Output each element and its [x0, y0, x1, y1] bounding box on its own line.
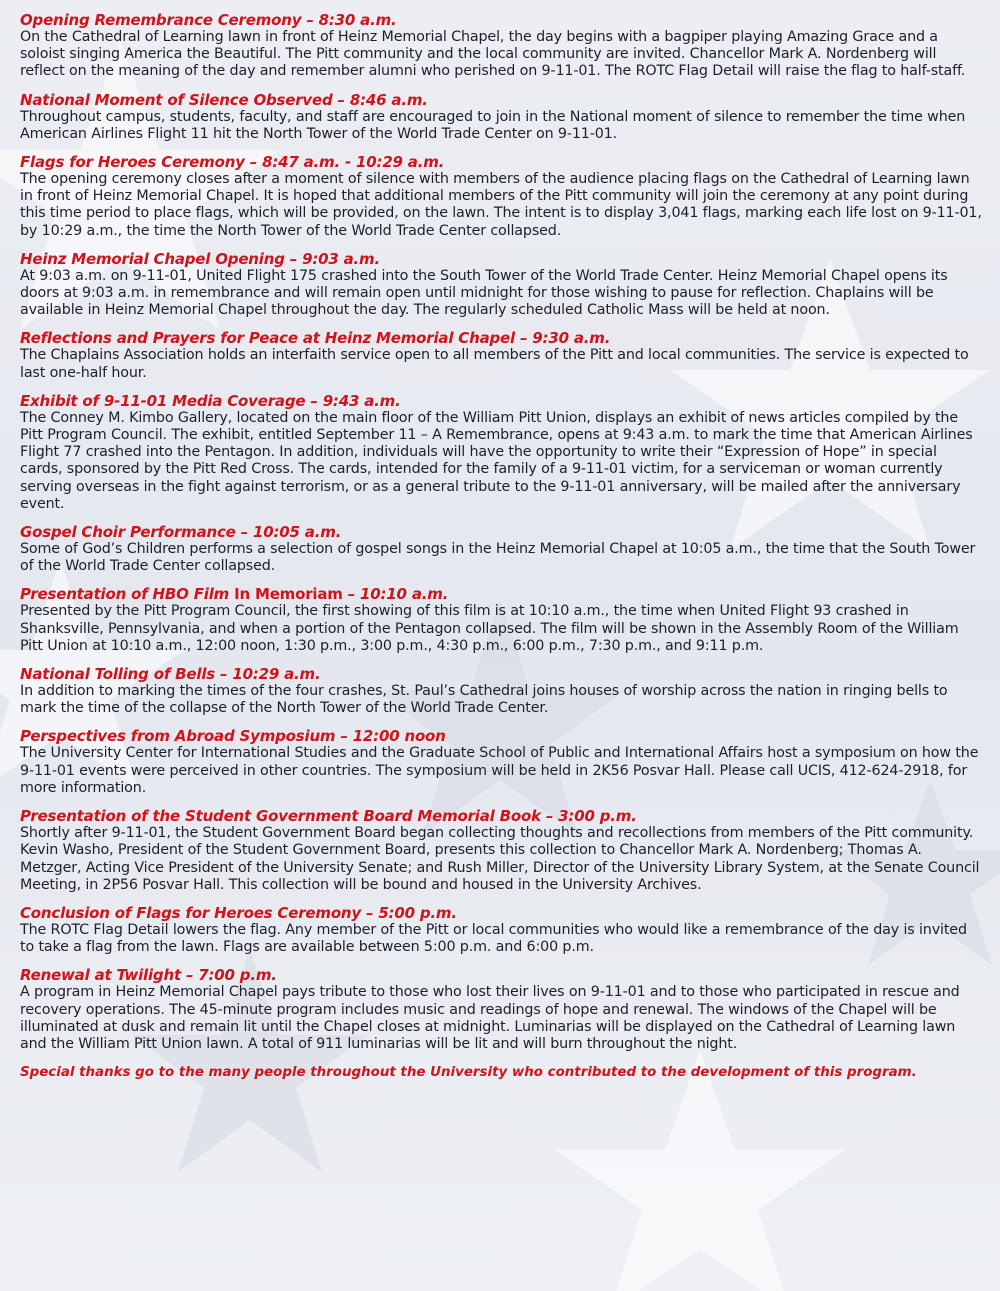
- event-memorial-book: [20, 808, 982, 894]
- event-description: Throughout campus, students, faculty, and staff are encouraged to join in the National moment of silence to remember the time when American Airlines Flight 11 hit the North Tower of the World Trade Center on 9-11-01.: [20, 108, 966, 142]
- event-description: A program in Heinz Memorial Chapel pays tribute to those who lost their lives on 9-11-01 and to those who participated in rescue and recovery operations. The 45-minute program includes music and readings of hope and renewal. The windows of the Chapel will be illuminated at dusk and remain lit until the Chapel closes at midnight. Luminarias will be displayed on the Cathedral of Learning lawn and the William Pitt Union lawn. A total of 911 luminarias will be lit and will burn throughout the night.: [20, 984, 960, 1052]
- event-flags-for-heroes: [20, 154, 982, 240]
- event-description: On the Cathedral of Learning lawn in front of Heinz Memorial Chapel, the day begins with a bagpiper playing Amazing Grace and a soloist singing America the Beautiful. The Pitt community and the local community are invited. Chancellor Mark A. Nordenberg will reflect on the meaning of the day and remember alumni who perished on 9-11-01. The ROTC Flag Detail will raise the flag to half-staff.: [20, 29, 966, 80]
- event-description: The opening ceremony closes after a moment of silence with members of the audience placing flags on the Cathedral of Learning lawn in front of Heinz Memorial Chapel. It is hoped that additional members of the Pitt community will join the ceremony at any point during this time period to place flags, which will be provided, on the lawn. The intent is to display 3,041 flags, marking each life lost on 9-11-01, by 10:29 a.m., the time the North Tower of the World Trade Center collapsed.: [20, 171, 982, 239]
- event-abroad-symposium: [20, 728, 982, 797]
- event-program: [20, 12, 982, 1081]
- event-media-exhibit: [20, 393, 982, 513]
- event-opening-ceremony: [20, 12, 982, 81]
- event-renewal-at-twilight: [20, 967, 982, 1053]
- event-reflections-and-prayers: [20, 330, 982, 381]
- special-thanks-note: Special thanks go to the many people throughout the University who contributed to the development of this program.: [20, 1065, 917, 1081]
- event-title-part: Presentation of HBO Film: [20, 585, 235, 604]
- event-moment-of-silence: [20, 92, 982, 143]
- event-title: Heinz Memorial Chapel Opening – 9:03 a.m.: [20, 249, 380, 268]
- event-title: Exhibit of 9-11-01 Media Coverage – 9:43 a.m.: [20, 391, 401, 410]
- event-description: Presented by the Pitt Program Council, the first showing of this film is at 10:10 a.m., the time when United Flight 93 crashed in Shanksville, Pennsylvania, and when a portion of the Pentagon collapsed. The film will be shown in the Assembly Room of the William Pitt Union at 10:10 a.m., 12:00 noon, 1:30 p.m., 3:00 p.m., 4:30 p.m., 6:00 p.m., 7:30 p.m., and 9:11 p.m.: [20, 603, 959, 654]
- event-description: In addition to marking the times of the four crashes, St. Paul’s Cathedral joins houses of worship across the nation in ringing bells to mark the time of the collapse of the North Tower of the World Trade Center.: [20, 683, 948, 717]
- event-title: Perspectives from Abroad Symposium – 12:00 noon: [20, 727, 446, 746]
- event-title: Presentation of the Student Government Board Memorial Book – 3:00 p.m.: [20, 807, 637, 826]
- event-description: The Conney M. Kimbo Gallery, located on the main floor of the William Pitt Union, displays an exhibit of news articles compiled by the Pitt Program Council. The exhibit, entitled September 11 – A Remembrance, opens at 9:43 a.m. to mark the time that American Airlines Flight 77 crashed into the Pentagon. In addition, individuals will have the opportunity to write their “Expression of Hope” in special cards, sponsored by the Pitt Red Cross. The cards, intended for the family of a 9-11-01 victim, for a serviceman or woman currently serving overseas in the fight against terrorism, or as a general tribute to the 9-11-01 anniversary, will be mailed after the anniversary event.: [20, 409, 973, 512]
- event-title: Opening Remembrance Ceremony – 8:30 a.m.: [20, 11, 397, 29]
- event-hbo-film: [20, 586, 982, 655]
- event-description: The University Center for International Studies and the Graduate School of Public and International Affairs host a symposium on how the 9-11-01 events were perceived in other countries. The symposium will be held in 2K56 Posvar Hall. Please call UCIS, 412-624-2918, for more information.: [20, 745, 979, 796]
- event-tolling-of-bells: [20, 666, 982, 717]
- event-description: At 9:03 a.m. on 9-11-01, United Flight 175 crashed into the South Tower of the World Trade Center. Heinz Memorial Chapel opens its doors at 9:03 a.m. in remembrance and will remain open until midnight for those wishing to pause for reflection. Chaplains will be available in Heinz Memorial Chapel throughout the day. The regularly scheduled Catholic Mass will be held at noon.: [20, 267, 948, 319]
- event-description: Shortly after 9-11-01, the Student Government Board began collecting thoughts and recollections from members of the Pitt community. Kevin Washo, President of the Student Government Board, presents this collection to Chancellor Mark A. Nordenberg; Thomas A. Metzger, Acting Vice President of the University Senate; and Rush Miller, Director of the University Library System, at the Senate Council Meeting, in 2P56 Posvar Hall. This collection will be bound and housed in the University Archives.: [20, 825, 980, 893]
- event-title: National Tolling of Bells – 10:29 a.m.: [20, 665, 321, 684]
- event-title: Flags for Heroes Ceremony – 8:47 a.m. - 10:29 a.m.: [20, 153, 445, 172]
- event-title: Conclusion of Flags for Heroes Ceremony – 5:00 p.m.: [20, 903, 457, 922]
- event-title: National Moment of Silence Observed – 8:46 a.m.: [20, 90, 428, 109]
- event-flags-conclusion: [20, 905, 982, 956]
- film-title: In Memoriam: [234, 585, 343, 604]
- event-title: Gospel Choir Performance – 10:05 a.m.: [20, 523, 342, 542]
- event-title-time: – 10:10 a.m.: [342, 585, 449, 604]
- event-title: Reflections and Prayers for Peace at Heinz Memorial Chapel – 9:30 a.m.: [20, 329, 611, 348]
- event-gospel-choir: [20, 524, 982, 575]
- event-description: Some of God’s Children performs a selection of gospel songs in the Heinz Memorial Chapel at 10:05 a.m., the time that the South Tower of the World Trade Center collapsed.: [20, 541, 976, 575]
- event-description: The ROTC Flag Detail lowers the flag. Any member of the Pitt or local communities who would like a remembrance of the day is invited to take a flag from the lawn. Flags are available between 5:00 p.m. and 6:00 p.m.: [20, 921, 967, 956]
- event-chapel-opening: [20, 251, 982, 320]
- event-title: Renewal at Twilight – 7:00 p.m.: [20, 966, 277, 985]
- event-title: [20, 586, 982, 603]
- event-description: The Chaplains Association holds an interfaith service open to all members of the Pitt and local communities. The service is expected to last one-half hour.: [20, 347, 969, 381]
